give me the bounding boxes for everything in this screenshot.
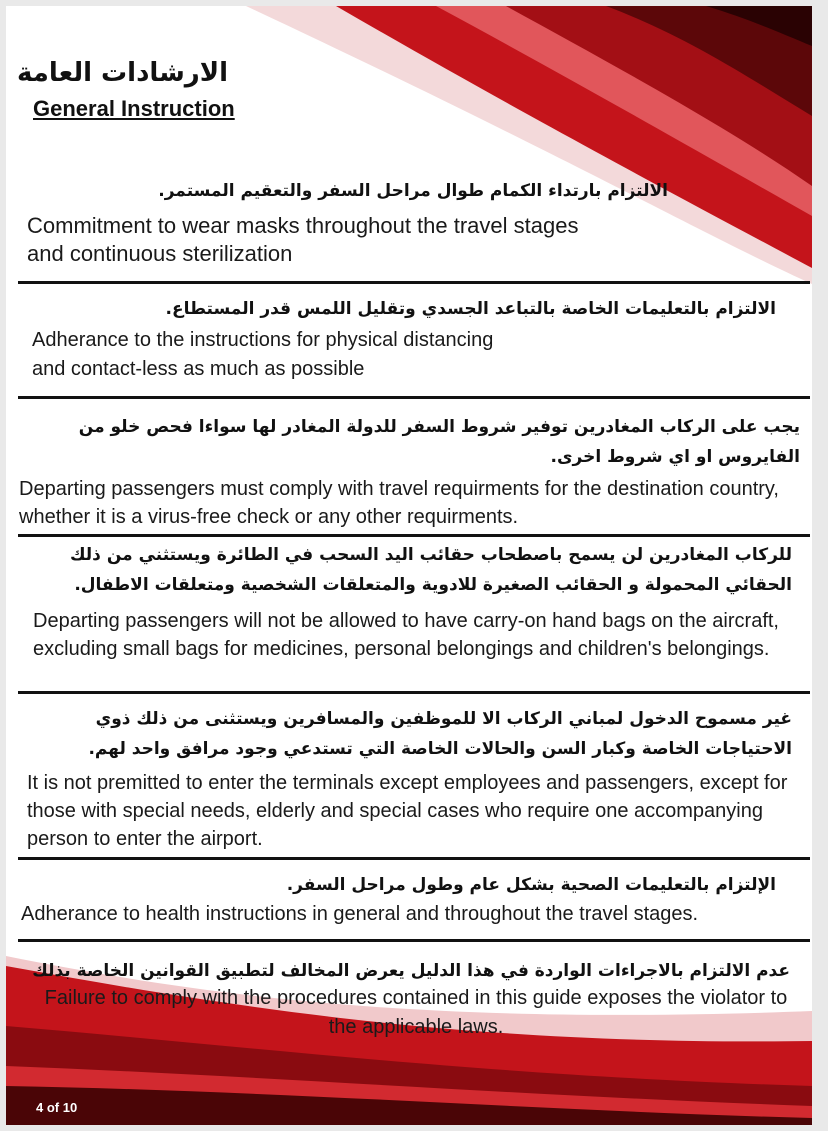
instruction-2-arabic: الالتزام بالتعليمات الخاصة بالتباعد الجسدي وتقليل اللمس قدر المستطاع.	[165, 299, 776, 319]
section-divider	[18, 691, 810, 694]
instruction-7-english: Failure to comply with the procedures contained in this guide exposes the violator to the applicable laws.	[44, 987, 788, 1038]
section-divider	[18, 534, 810, 537]
instruction-2-english: Adherance to the instructions for physical distancing and contact-less as much as possible	[32, 329, 494, 380]
section-divider	[18, 396, 810, 399]
section-divider	[18, 857, 810, 860]
instruction-5-arabic: غير مسموح الدخول لمباني الركاب الا للموظفين والمسافرين ويستثنى من ذلك ذوي الاحتياجات الخاصة وكبار السن والحالات الخاصة التي تستدعي وجود مرافق واحد لهم.	[88, 709, 792, 759]
instruction-3-arabic: يجب على الركاب المغادرين توفير شروط السفر للدولة المغادر لها سواءا فحص خلو من الفايروس او اي شروط اخرى.	[78, 417, 800, 467]
instruction-1-arabic: الالتزام بارتداء الكمام طوال مراحل السفر والتعقيم المستمر.	[158, 181, 668, 201]
instruction-3-english: Departing passengers must comply with travel requirments for the destination country, whether it is a virus-free check or any other requirments.	[19, 478, 779, 528]
page-indicator: 4 of 10	[36, 1100, 78, 1115]
instruction-7-arabic: عدم الالتزام بالاجراءات الواردة في هذا الدليل يعرض المخالف لتطبيق القوانين الخاصة بذلك	[32, 961, 790, 981]
section-divider	[18, 281, 810, 284]
instruction-4-arabic: للركاب المغادرين لن يسمح باصطحاب حقائب اليد السحب في الطائرة ويستثني من ذلك الحقائي المحمولة و الحقائب الصغيرة للادوية والمتعلقات الشخصية ومتعلقات الاطفال.	[69, 545, 792, 595]
instruction-5-english: It is not premitted to enter the terminals except employees and passengers, except for those with special needs, elderly and special cases who require one accompanying person to enter the airport.	[27, 772, 788, 850]
instruction-6-english: Adherance to health instructions in general and throughout the travel stages.	[21, 903, 699, 925]
document-page	[6, 6, 812, 1125]
section-divider	[18, 939, 810, 942]
title-english: General Instruction	[33, 96, 235, 121]
instruction-6-arabic: الإلتزام بالتعليمات الصحية بشكل عام وطول مراحل السفر.	[286, 875, 776, 895]
instruction-1-english: Commitment to wear masks throughout the travel stages and continuous sterilization	[27, 213, 579, 266]
instruction-4-english: Departing passengers will not be allowed to have carry-on hand bags on the aircraft, excluding small bags for medicines, personal belongings and children's belongings.	[33, 610, 779, 660]
title-arabic: الارشادات العامة	[17, 58, 228, 88]
